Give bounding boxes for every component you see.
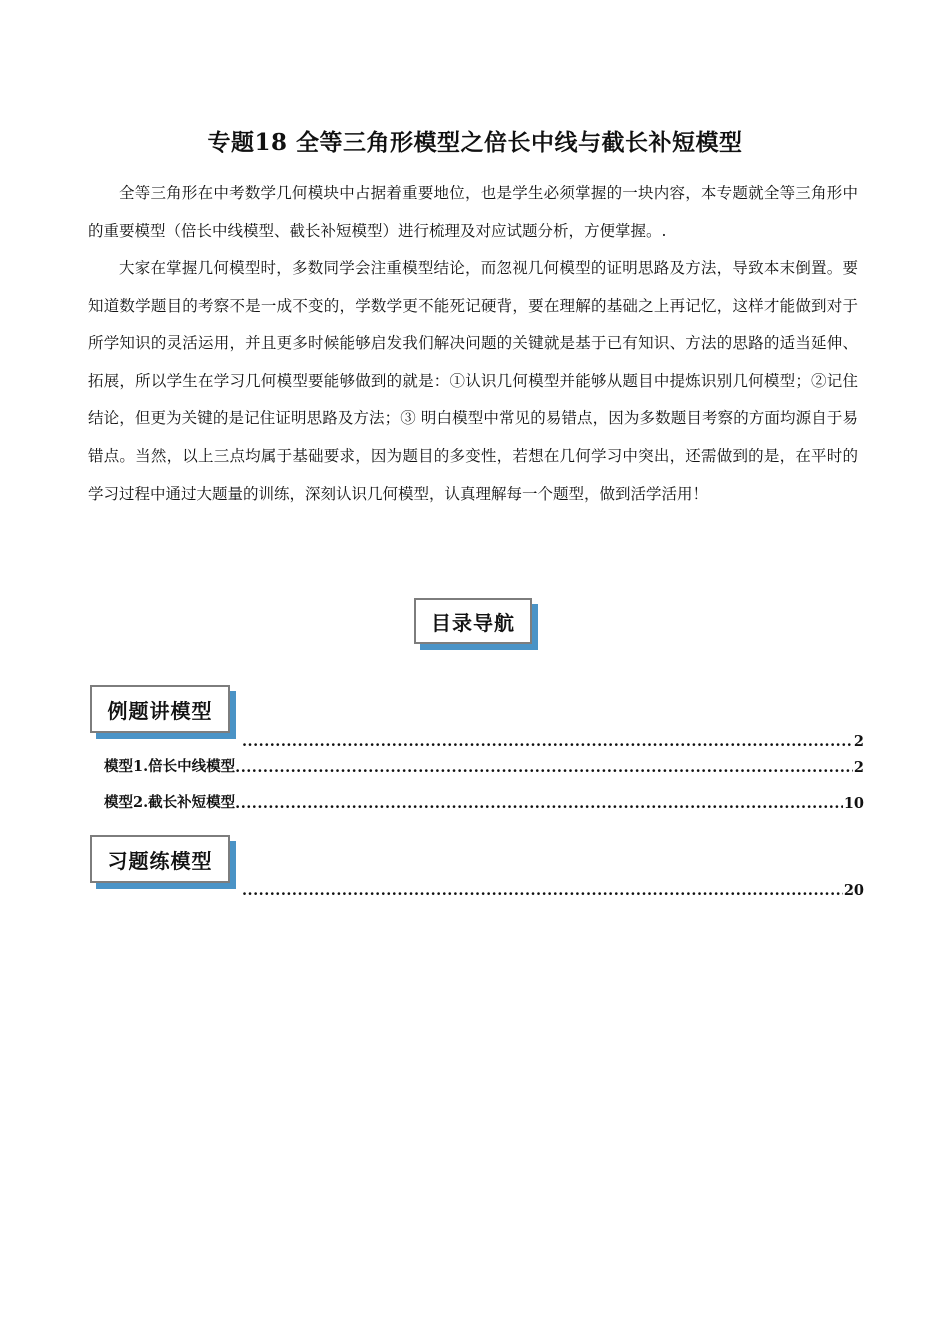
intro-paragraph-2: 大家在掌握几何模型时，多数同学会注重模型结论，而忽视几何模型的证明思路及方法，导致本末倒置。要知道数学题目的考察不是一成不变的，学数学更不能死记硬背，要在理解的基础之上再记忆，这样才能做到对于所学知识的灵活运用，并且更多时候能够启发我们解决问题的关键就是基于已有知识、方法的思路的适当延伸、拓展，所以学生在学习几何模型要能够做到的就是：①认识几何模型并能够从题目中提炼识别几何模型；②记住结论，但更为关键的是记住证明思路及方法；③ 明白模型中常见的易错点，因为多数题目考察的方面均源自于易错点。当然，以上三点均属于基础要求，因为题目的多变性，若想在几何学习中突出，还需做到的是，在平时的学习过程中通过大题量的训练，深刻认识几何模型，认真理解每一个题型，做到活学活用！	[88, 259, 858, 503]
toc-entry-label: 模型1.倍长中线模型	[104, 758, 236, 775]
toc-leader-dots	[235, 795, 843, 812]
toc-entry-examples[interactable]	[242, 730, 864, 750]
toc-navigation-heading: 目录导航	[414, 598, 532, 644]
toc-page-number: 10	[843, 795, 864, 812]
toc-entry-model-1[interactable]	[104, 756, 864, 776]
toc-page-number: 20	[843, 882, 864, 899]
toc-entry-model-2[interactable]	[104, 792, 864, 812]
toc-entry-practice[interactable]	[242, 879, 864, 899]
examples-section-heading: 例题讲模型	[90, 685, 230, 733]
toc-page-number: 2	[853, 733, 864, 750]
page-title: 专题18 全等三角形模型之倍长中线与截长补短模型	[207, 129, 743, 156]
practice-section-heading: 习题练模型	[90, 835, 230, 883]
toc-entry-label: 模型2.截长补短模型	[104, 794, 236, 811]
toc-leader-dots	[235, 759, 853, 776]
intro-paragraph-1: 全等三角形在中考数学几何模块中占据着重要地位，也是学生必须掌握的一块内容，本专题就全等三角形中的重要模型（倍长中线模型、截长补短模型）进行梳理及对应试题分析，方便掌握。.	[88, 184, 858, 240]
toc-leader-dots	[242, 882, 843, 899]
toc-leader-dots	[242, 733, 853, 750]
toc-page-number: 2	[853, 759, 864, 776]
